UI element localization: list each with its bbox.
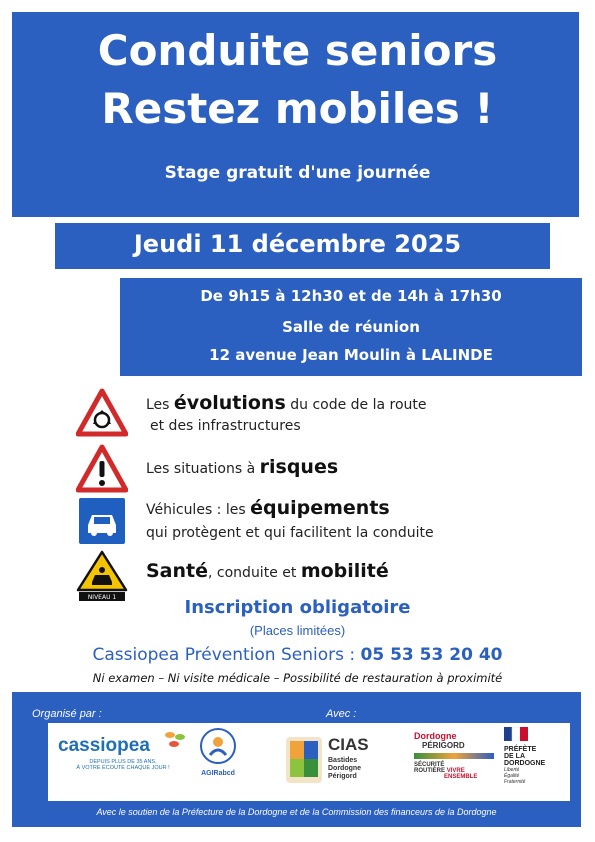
event-date: Jeudi 11 décembre 2025 xyxy=(133,230,462,258)
topic-1-strong: évolutions xyxy=(173,392,286,414)
republic-flag-icon xyxy=(504,727,528,741)
registration-notice: Ni examen – Ni visite médicale – Possibilité de restauration à proximité xyxy=(92,671,503,685)
topic-4-mid: , conduite et xyxy=(208,565,301,581)
topic-3-pre: Véhicules : les xyxy=(146,502,251,518)
senior-driver-sign-icon xyxy=(76,550,128,602)
roundabout-sign-icon xyxy=(76,388,128,440)
topic-2-strong: risques xyxy=(259,456,339,478)
registration-contact xyxy=(0,645,595,665)
organised-by-label: Organisé par : xyxy=(32,708,102,720)
subtitle: Stage gratuit d'une journée xyxy=(164,163,431,183)
sign-level-text: NIVEAU 1 xyxy=(87,594,117,601)
topic-1-post: du code de la route xyxy=(285,397,427,413)
cassiopea-flower-icon xyxy=(162,729,188,751)
event-address: 12 avenue Jean Moulin à LALINDE xyxy=(209,346,493,364)
contact-phone: 05 53 53 20 40 xyxy=(360,645,503,665)
dordogne-stripe xyxy=(414,753,494,759)
topic-2-pre: Les situations à xyxy=(146,461,260,477)
topic-1-pre: Les xyxy=(146,397,174,413)
danger-sign-icon xyxy=(76,444,128,496)
topic-1-line2: et des infrastructures xyxy=(150,418,301,434)
with-label: Avec : xyxy=(326,708,357,720)
topic-4-strong2: mobilité xyxy=(300,560,389,582)
topic-4-strong: Santé xyxy=(146,560,209,582)
car-sign-icon xyxy=(76,495,128,547)
event-room: Salle de réunion xyxy=(282,318,420,336)
agir-logo: AGIRabcd xyxy=(196,727,240,777)
topic-3-line2: qui protègent et qui facilitent la conduite xyxy=(146,525,434,541)
dordogne-logo: Dordogne PÉRIGORD SÉCURITÉ ROUTIÈRE VIVRE ENSEMBLE xyxy=(414,731,494,780)
prefecture-logo: PRÉFÈTE DE LA DORDOGNE Liberté Égalité Fraternité xyxy=(504,727,568,785)
registration-title: Inscription obligatoire xyxy=(184,597,411,618)
topic-evolutions xyxy=(76,388,576,440)
topic-risques xyxy=(76,444,576,496)
event-hours: De 9h15 à 12h30 et de 14h à 17h30 xyxy=(200,287,502,305)
contact-label: Cassiopea Prévention Seniors : xyxy=(92,645,361,665)
support-note: Avec le soutien de la Préfecture de la Dordogne et de la Commission des financeurs de la Dordogne xyxy=(96,807,497,817)
page-title-line1: Conduite seniors xyxy=(97,26,498,75)
topic-sante xyxy=(76,550,576,602)
agir-emblem-icon xyxy=(199,727,237,765)
topic-3-strong: équipements xyxy=(250,497,390,519)
topic-equipements xyxy=(76,495,576,547)
registration-places: (Places limitées) xyxy=(249,623,346,638)
page-title-line2: Restez mobiles ! xyxy=(101,84,494,133)
cias-emblem-icon xyxy=(284,735,324,785)
partner-logos: cassiopea DEPUIS PLUS DE 35 ANS, À VOTRE ÉCOUTE CHAQUE JOUR ! AGIRabcd CIAS Bastides Dordogne Périgord Dordogne PÉRIGORD SÉCURITÉ ROUTIÈRE VIVRE ENSEMBLE PRÉFÈTE DE LA DORDOGNE Liberté Égalité Fraternité xyxy=(48,723,570,801)
cassiopea-logo: cassiopea DEPUIS PLUS DE 35 ANS, À VOTRE ÉCOUTE CHAQUE JOUR ! xyxy=(58,735,188,771)
